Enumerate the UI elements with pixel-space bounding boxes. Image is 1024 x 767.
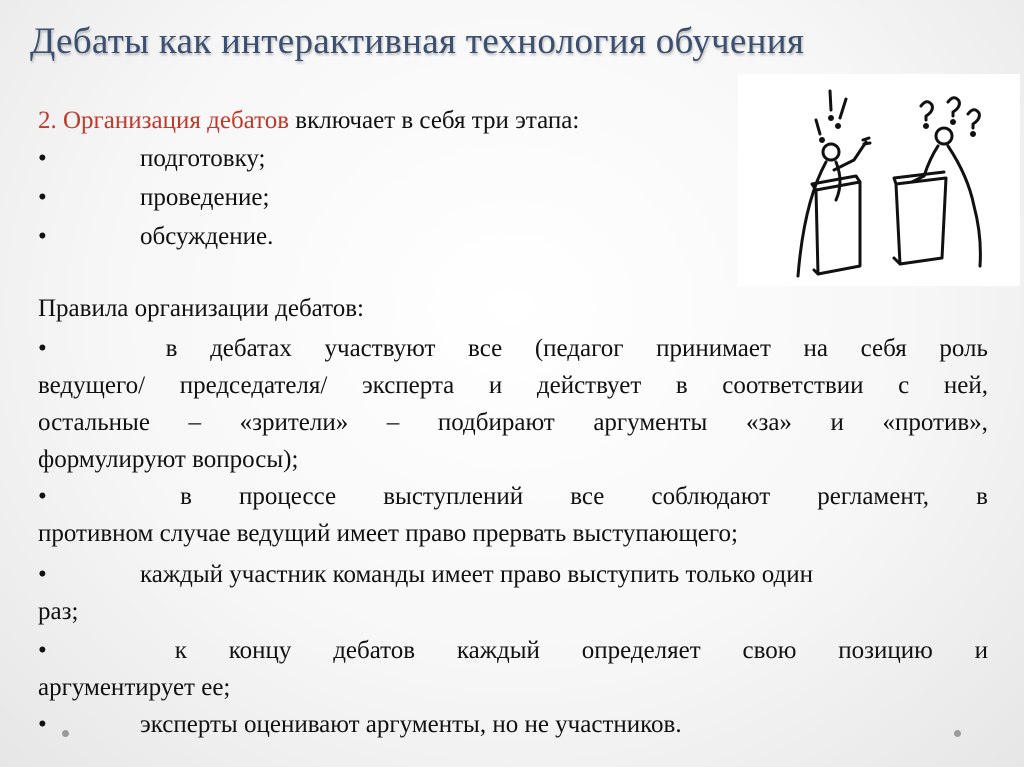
rule-word: ведущего/ [38,372,146,399]
rule-bullet: • [38,561,47,588]
rule-item [38,632,988,706]
rule-word: аргументы [593,409,708,436]
stage-bullet: • [38,145,47,172]
intro-rest: включает в себя три этапа: [295,107,580,134]
rule-item [38,478,988,552]
rule-word: остальные [38,409,150,436]
slide-title: Дебаты как интерактивная технология обучения [30,21,805,62]
rule-item [38,706,988,743]
intro-line [38,106,579,136]
rule-word: эксперты оценивают аргументы, но не участников. [140,711,682,738]
rule-word: роль [939,335,988,362]
rule-word: к [174,637,187,664]
rule-word: – [188,409,201,436]
rule-line [38,367,988,404]
rule-line [38,669,988,706]
stage-item: обсуждение. [140,223,274,250]
rule-line [38,330,988,367]
rule-word: принимает [656,335,771,362]
rule-word: регламент, [817,483,930,510]
rule-bullet: • [38,483,47,510]
rule-word: раз; [38,598,79,625]
corner-dot [62,730,69,737]
rule-line [38,632,988,669]
rule-word: председателя/ [179,372,328,399]
rule-word: «зрители» [239,409,349,436]
rule-line [38,515,988,552]
rule-word: и [488,372,503,399]
rule-word: в [675,372,688,399]
rule-word: процессе [239,483,337,510]
rule-word: с [898,372,910,399]
rules-heading: Правила организации дебатов: [38,295,364,322]
stage-bullet: • [38,184,47,211]
rule-word: в [180,483,192,510]
rule-word: противном случае ведущий имеет право прервать выступающего; [38,520,738,547]
rule-word: все [570,483,605,510]
rule-line [38,441,988,478]
stage-item: проведение; [140,184,270,211]
rule-word: «за» [745,409,792,436]
stage-item: подготовку; [140,145,266,172]
rule-bullet: • [38,637,47,664]
rule-word: и [974,637,988,664]
rule-word: каждый участник команды имеет право выступить только один [140,561,813,588]
rule-line [38,404,988,441]
rule-item [38,330,988,478]
rule-word: формулируют вопросы); [38,446,299,473]
rule-line [38,478,988,515]
rule-word: (педагог [534,335,624,362]
rule-word: «против», [882,409,988,436]
corner-dot [954,730,961,737]
rule-word: подбирают [437,409,555,436]
rule-word: и [830,409,844,436]
rule-word: концу [228,637,292,664]
rule-word: себя [860,335,907,362]
rule-word: все [468,335,503,362]
rule-word: свою [742,637,797,664]
rule-bullet: • [38,711,47,738]
rule-word: эксперта [361,372,455,399]
rule-line [38,593,988,630]
rule-word: аргументирует ее; [38,674,231,701]
rule-bullet: • [38,335,47,362]
rule-word: на [803,335,829,362]
stage-bullet: • [38,223,47,250]
debate-illustration [738,74,1020,286]
debate-podiums-illustration-icon [738,74,1020,286]
rule-item [38,556,988,630]
rule-word: дебатах [210,335,292,362]
intro-highlight: Организация дебатов [63,107,290,134]
rule-word: позицию [838,637,933,664]
rule-word: ней, [943,372,988,399]
rule-word: дебатов [333,637,416,664]
rule-word: участвуют [324,335,436,362]
intro-number: 2. [38,107,57,134]
rule-word: выступлений [383,483,524,510]
rule-line [38,556,988,593]
rule-word: в [165,335,178,362]
rule-word: определяет [581,637,701,664]
rule-line [38,706,988,743]
rule-word: каждый [456,637,540,664]
rule-word: соответствии [722,372,864,399]
rule-word: соблюдают [651,483,771,510]
rule-word: – [386,409,400,436]
rule-word: в [976,483,988,510]
rule-word: действует [536,372,642,399]
